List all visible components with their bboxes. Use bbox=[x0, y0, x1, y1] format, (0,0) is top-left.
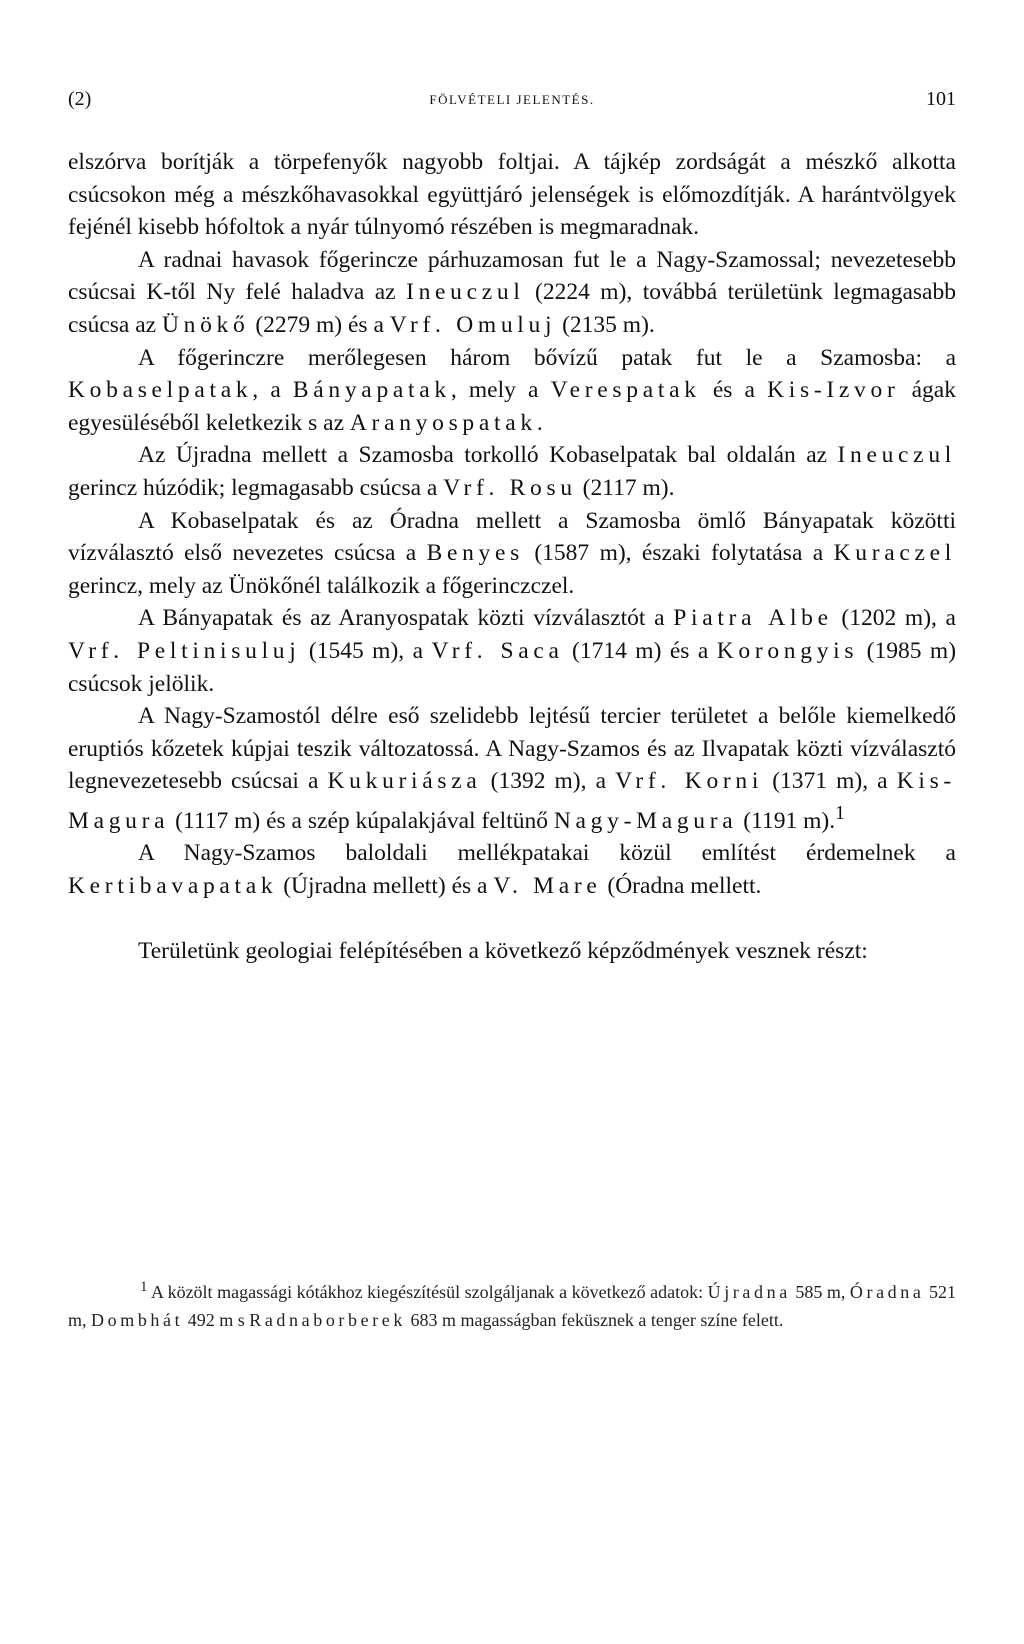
running-header bbox=[68, 88, 956, 118]
paragraph-1: elszórva borítják a törpefenyők nagyobb foltjai. A tájkép zordságát a mészkő alkotta csúcsokon még a mészkőhavasokkal együttjáró jelenségek is előmozdítják. A harántvölgyek fejénél kisebb hófoltok a nyár túlnyomó részében is megmaradnak. bbox=[68, 149, 956, 241]
place-name: Ineuczul bbox=[406, 279, 525, 306]
paragraph-5: A Kobaselpatak és az Óradna mellett a Szamosba ömlő Bányapatak közötti vízválasztó első nevezetes csúcsa a Benyes (1587 m), északi folytatása a Kuraczel gerincz, mely az Ünökőnél találkozik a főgerinczczel. bbox=[68, 507, 956, 599]
place-name: Vrf. Rosu bbox=[443, 474, 577, 501]
place-name: Kertibavapatak bbox=[68, 872, 278, 899]
page-number: 101 bbox=[926, 88, 956, 110]
place-name: Bányapatak bbox=[292, 377, 451, 404]
paragraph-4: Az Újradna mellett a Szamosba torkolló Kobaselpatak bal oldalán az Ineuczul gerincz húzódik; legmagasabb csúcsa a Vrf. Rosu (2117 m). bbox=[68, 442, 956, 501]
footnote-mark: 1 bbox=[140, 1279, 148, 1295]
place-name: Aranyospatak bbox=[349, 409, 537, 436]
place-name: V. Mare bbox=[493, 872, 602, 899]
place-name: Dombhát bbox=[91, 1310, 184, 1330]
place-name: Vrf. Korni bbox=[615, 768, 764, 795]
place-name: Kis-Izvor bbox=[767, 377, 900, 404]
place-name: Óradna bbox=[849, 1282, 925, 1302]
place-name: Radnaborberek bbox=[249, 1310, 406, 1330]
paragraph-3: A főgerinczre merőlegesen három bővízű patak fut le a Szamosba: a Kobaselpatak, a Bányapatak, mely a Verespatak és a Kis-Izvor ágak egyesüléséből keletkezik s az Aranyospatak. bbox=[68, 344, 956, 436]
place-name: Kukuriásza bbox=[327, 768, 482, 795]
place-name: Korongyis bbox=[716, 637, 859, 664]
section-number: (2) bbox=[68, 88, 92, 110]
footnote-ref: 1 bbox=[835, 802, 845, 824]
running-title: FÖLVÉTELI JELENTÉS. bbox=[429, 92, 595, 107]
footnote: $^1$ A közölt magassági kótákhoz kiegészítésül szolgáljanak a következő adatok: Újradna 585 m, Óradna 521 m, Dombhát 492 m s Radnaborberek 683 m magasságban feküsznek a tenger színe felett. bbox=[68, 1279, 956, 1330]
place-name: Nagy-Magura bbox=[553, 807, 738, 834]
place-name: Ineuczul bbox=[837, 442, 956, 469]
place-name: Vrf. Saca bbox=[431, 637, 564, 664]
place-name: Vrf. Peltinisuluj bbox=[68, 637, 301, 664]
place-name: Verespatak bbox=[550, 377, 701, 404]
paragraph-8: A Nagy-Szamos baloldali mellékpatakai közül említést érdemelnek a Kertibavapatak (Újradna mellett) és a V. Mare (Óradna mellett. bbox=[68, 840, 956, 899]
paragraph-9: Területünk geologiai felépítésében a következő képződmények vesznek részt: bbox=[138, 938, 868, 965]
body-text bbox=[68, 146, 956, 968]
place-name: Kobaselpatak bbox=[68, 377, 253, 404]
place-name: Vrf. Omuluj bbox=[389, 311, 557, 338]
paragraph-7: A Nagy-Szamostól délre eső szelidebb lejtésű tercier területet a belőle kiemelkedő eruptiós kőzetek kúpjai teszik változatossá. A Nagy-Szamos és az Ilvapatak közti vízválasztó legnevezetesebb csúcsai a Kukuriásza (1392 m), a Vrf. Korni (1371 m), a Kis-Magura (1117 m) és a szép kúpalakjával feltünő Nagy-Magura (1191 m).$^1$ bbox=[68, 703, 956, 834]
paragraph-6: A Bányapatak és az Aranyospatak közti vízválasztót a Piatra Albe (1202 m), a Vrf. Peltinisuluj (1545 m), a Vrf. Saca (1714 m) és a Korongyis (1985 m) csúcsok jelölik. bbox=[68, 605, 957, 697]
paragraph-2: A radnai havasok főgerincze párhuzamosan fut le a Nagy-Szamossal; nevezetesebb csúcsai K-től Ny felé haladva az Ineuczul (2224 m), továbbá területünk legmagasabb csúcsa az Ünökő (2279 m) és a Vrf. Omuluj (2135 m). bbox=[68, 246, 956, 338]
place-name: Kuraczel bbox=[833, 540, 956, 567]
place-name: Piatra Albe bbox=[673, 605, 833, 632]
place-name: Kis-Magura bbox=[68, 768, 956, 834]
place-name: Újradna bbox=[707, 1282, 791, 1302]
place-name: Ünökő bbox=[161, 311, 250, 338]
place-name: Benyes bbox=[426, 540, 524, 567]
paragraph-spacer bbox=[68, 902, 956, 935]
